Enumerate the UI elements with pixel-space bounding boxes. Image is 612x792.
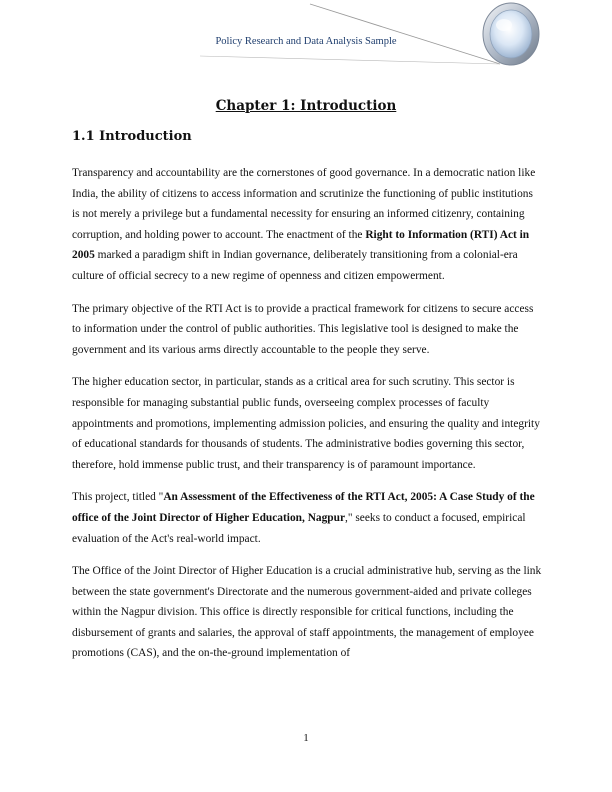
- section-heading: 1.1 Introduction: [72, 129, 192, 144]
- act-name-bold: Right to Information (RTI) Act in 2005: [72, 228, 530, 262]
- header-decoration: [0, 0, 612, 100]
- header-rule-line: [200, 56, 500, 64]
- paragraph-2: The primary objective of the RTI Act is to provide a practical framework for citizens to secure access to information under the control of public authorities. This legislative tool is designed to make the government and its various arms directly accountable to the people they serve.: [72, 302, 534, 356]
- paragraph-1: Transparency and accountability are the cornerstones of good governance. In a democratic nation like India, the ability of citizens to access information and scrutinize the functioning of public institutions is not merely a privilege but a fundamental necessity for ensuring an informed citizenry, containing corruption, and holding power to account. The enactment of the Right to Information (RTI) Act in 2005 marked a paradigm shift in Indian governance, deliberately transitioning from a colonial-era culture of official secrecy to a new regime of openness and citizen empowerment.: [72, 167, 536, 282]
- body-text: [72, 163, 542, 676]
- paragraph-5: The Office of the Joint Director of Higher Education is a crucial administrative hub, serving as the link between the state government's Directorate and the numerous government-aided and private colleges within the Nagpur division. This office is directly responsible for critical functions, including the disbursement of grants and salaries, the approval of staff appointments, the management of employee promotions (CAS), and the on-the-ground implementation of: [72, 565, 542, 660]
- header-diagonal-line: [310, 4, 500, 64]
- paragraph-3: The higher education sector, in particular, stands as a critical area for such scrutiny. This sector is responsible for managing substantial public funds, overseeing complex processes of faculty appointments and promotions, implementing admission policies, and ensuring the quality and integrity of educational standards for thousands of students. The administrative bodies governing this sector, therefore, hold immense public trust, and their transparency is of paramount importance.: [72, 376, 540, 471]
- chapter-title: Chapter 1: Introduction: [215, 98, 397, 114]
- running-header: Policy Research and Data Analysis Sample: [215, 36, 397, 47]
- paragraph-4: This project, titled "An Assessment of the Effectiveness of the RTI Act, 2005: A Case Study of the office of the Joint Director of Higher Education, Nagpur," seeks to conduct a focused, empirical evaluation of the Act's real-world impact.: [72, 491, 535, 545]
- project-title-bold: An Assessment of the Effectiveness of the RTI Act, 2005: A Case Study of the office of the Joint Director of Higher Education, Nagpur: [72, 491, 535, 524]
- page-number: 1: [303, 732, 309, 744]
